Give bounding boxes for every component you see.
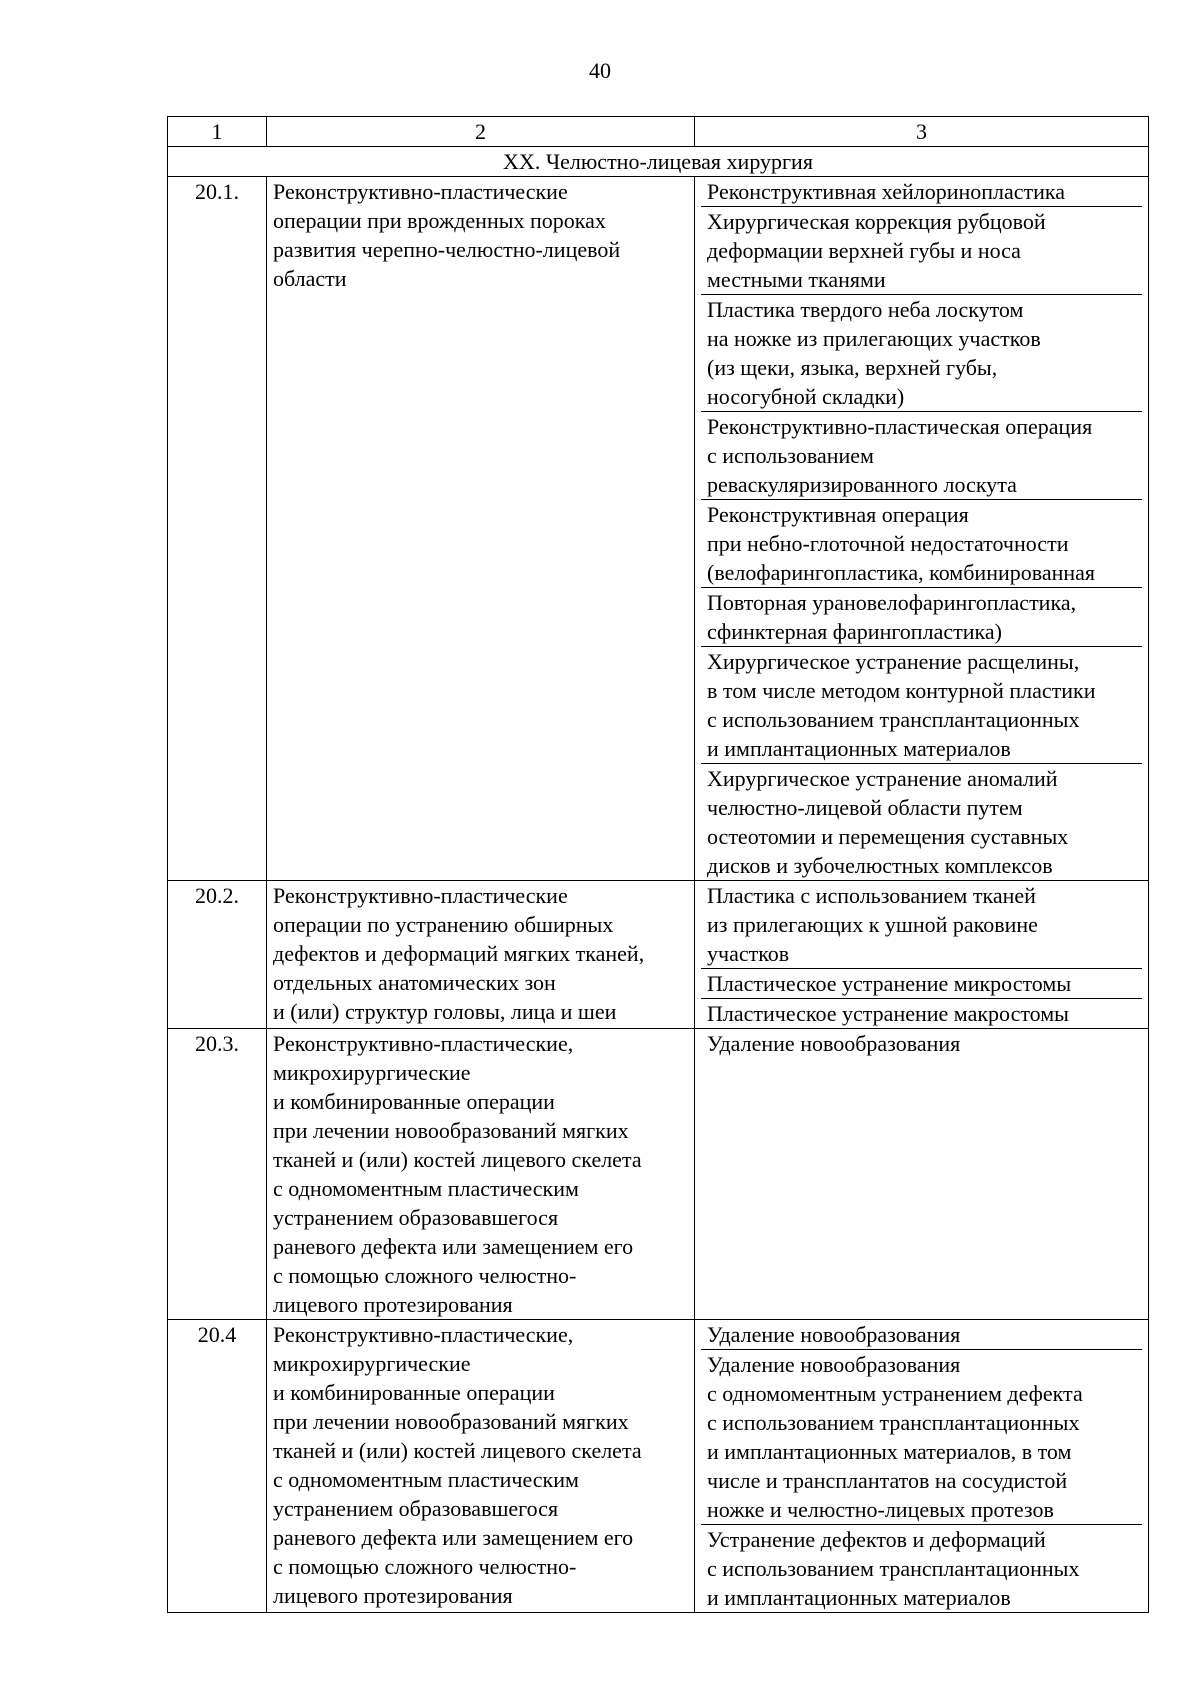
column-header-1: 1 bbox=[168, 117, 267, 147]
row-number: 20.4 bbox=[168, 1320, 267, 1613]
row-methods bbox=[695, 881, 1149, 1029]
method-item: Удаление новообразования bbox=[707, 1322, 961, 1347]
row-number: 20.1. bbox=[168, 177, 267, 881]
column-header-3: 3 bbox=[695, 117, 1149, 147]
section-row bbox=[168, 147, 1149, 177]
method-item: Хирургическое устранение аномалий челюстно-лицевой области путем остеотомии и перемещения суставных дисков и зубочелюстных комплексов bbox=[701, 763, 1142, 880]
method-item: Хирургическое устранение расщелины, в том числе методом контурной пластики с использованием трансплантационных и имплантационных материалов bbox=[701, 646, 1142, 763]
row-methods bbox=[695, 1320, 1149, 1613]
table-row bbox=[168, 1320, 1149, 1613]
method-item: Пластическое устранение микростомы bbox=[701, 968, 1142, 998]
table-row bbox=[168, 177, 1149, 881]
page-number: 40 bbox=[589, 58, 611, 83]
method-item: Реконструктивно-пластическая операция с использованием реваскуляризированного лоскута bbox=[701, 411, 1142, 499]
method-item: Устранение дефектов и деформаций с использованием трансплантационных и имплантационных материалов bbox=[701, 1524, 1142, 1612]
method-item: Реконструктивная хейлоринопластика bbox=[707, 179, 1066, 204]
section-title: XX. Челюстно-лицевая хирургия bbox=[168, 147, 1149, 177]
row-number: 20.2. bbox=[168, 881, 267, 1029]
method-item: Повторная урановелофарингопластика, сфинктерная фарингопластика) bbox=[701, 587, 1142, 646]
table-row bbox=[168, 1029, 1149, 1320]
row-number: 20.3. bbox=[168, 1029, 267, 1320]
method-item: Пластическое устранение макростомы bbox=[701, 998, 1142, 1028]
method-item: Пластика с использованием тканей из прилегающих к ушной раковине участков bbox=[707, 883, 1038, 966]
column-header-row bbox=[168, 117, 1149, 147]
procedures-table bbox=[167, 116, 1149, 1613]
row-methods bbox=[695, 1029, 1149, 1320]
method-item: Хирургическая коррекция рубцовой деформации верхней губы и носа местными тканями bbox=[701, 206, 1142, 294]
row-description: Реконструктивно-пластические, микрохирургические и комбинированные операции при лечении новообразований мягких тканей и (или) костей лицевого скелета с одномоментным пластическим устранением образовавшегося раневого дефекта или замещением его с помощью сложного челюстно- лицевого протезирования bbox=[267, 1029, 695, 1320]
row-description: Реконструктивно-пластические операции по устранению обширных дефектов и деформаций мягких тканей, отдельных анатомических зон и (или) структур головы, лица и шеи bbox=[267, 881, 695, 1029]
method-item: Реконструктивная операция при небно-глоточной недостаточности (велофарингопластика, комбинированная bbox=[701, 499, 1142, 587]
method-item: Удаление новообразования bbox=[707, 1031, 961, 1056]
row-description: Реконструктивно-пластические операции при врожденных пороках развития черепно-челюстно-лицевой области bbox=[267, 177, 695, 881]
row-description: Реконструктивно-пластические, микрохирургические и комбинированные операции при лечении новообразований мягких тканей и (или) костей лицевого скелета с одномоментным пластическим устранением образовавшегося раневого дефекта или замещением его с помощью сложного челюстно- лицевого протезирования bbox=[267, 1320, 695, 1613]
column-header-2: 2 bbox=[267, 117, 695, 147]
method-item: Пластика твердого неба лоскутом на ножке из прилегающих участков (из щеки, языка, верхней губы, носогубной складки) bbox=[701, 294, 1142, 411]
row-methods bbox=[695, 177, 1149, 881]
table-row bbox=[168, 881, 1149, 1029]
method-item: Удаление новообразования с одномоментным устранением дефекта с использованием трансплантационных и имплантационных материалов, в том числе и трансплантатов на сосудистой ножке и челюстно-лицевых протезов bbox=[701, 1349, 1142, 1524]
